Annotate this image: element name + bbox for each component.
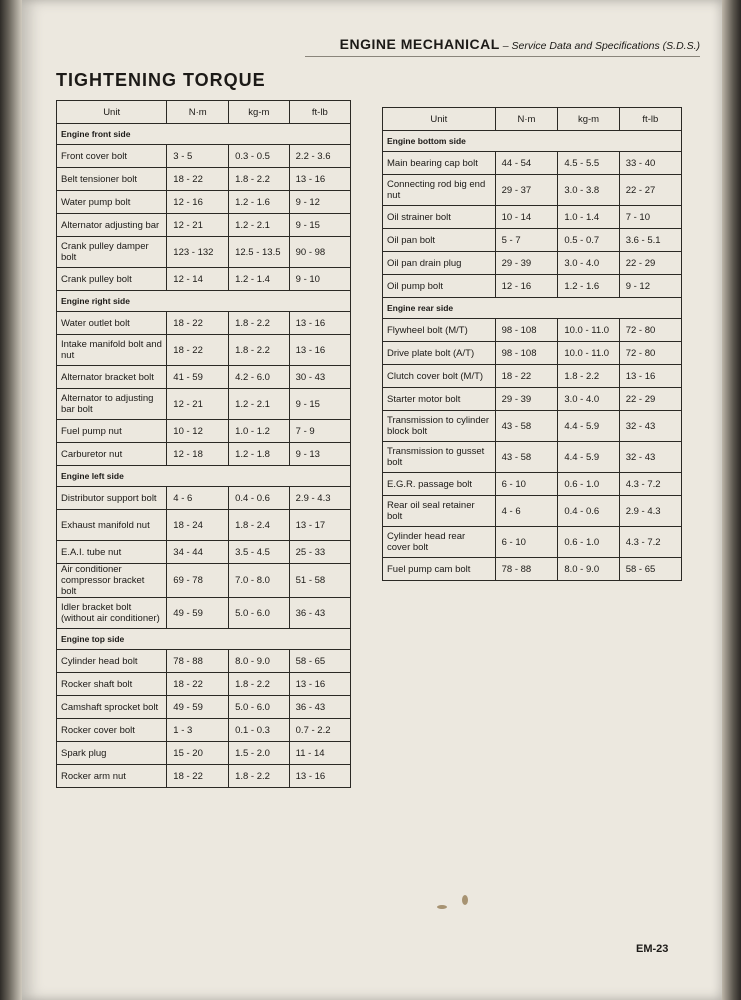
group-row — [57, 466, 351, 487]
group-row — [383, 131, 682, 152]
group-label: Engine rear side — [383, 298, 682, 319]
cell-nm: 10 - 14 — [495, 206, 558, 229]
cell-ftlb: 9 - 13 — [289, 443, 350, 466]
cell-nm: 4 - 6 — [495, 496, 558, 527]
cell-kgm: 1.0 - 1.2 — [229, 420, 290, 443]
cell-ftlb: 32 - 43 — [619, 442, 681, 473]
cell-ftlb: 9 - 12 — [619, 275, 681, 298]
cell-ftlb: 22 - 29 — [619, 388, 681, 411]
column-header-kgm: kg-m — [229, 101, 290, 124]
cell-unit: Distributor support bolt — [57, 487, 167, 510]
cell-nm: 12 - 18 — [167, 443, 229, 466]
page-header — [290, 36, 700, 54]
table-row — [57, 650, 351, 673]
cell-unit: Spark plug — [57, 742, 167, 765]
cell-nm: 5 - 7 — [495, 229, 558, 252]
cell-kgm: 8.0 - 9.0 — [558, 558, 619, 581]
cell-ftlb: 11 - 14 — [289, 742, 350, 765]
cell-nm: 1 - 3 — [167, 719, 229, 742]
cell-unit: Cylinder head rear cover bolt — [383, 527, 496, 558]
cell-nm: 98 - 108 — [495, 342, 558, 365]
header-subtitle: – Service Data and Specifications (S.D.S.) — [499, 40, 700, 52]
cell-unit: E.A.I. tube nut — [57, 541, 167, 564]
group-row — [383, 298, 682, 319]
table-row — [57, 312, 351, 335]
table-row — [383, 342, 682, 365]
table-row — [57, 420, 351, 443]
cell-nm: 12 - 21 — [167, 214, 229, 237]
cell-ftlb: 13 - 16 — [289, 168, 350, 191]
table-row — [383, 388, 682, 411]
cell-unit: Transmission to cylinder block bolt — [383, 411, 496, 442]
table-row — [57, 564, 351, 598]
cell-kgm: 10.0 - 11.0 — [558, 342, 619, 365]
cell-kgm: 3.5 - 4.5 — [229, 541, 290, 564]
cell-kgm: 4.4 - 5.9 — [558, 411, 619, 442]
table-row — [57, 443, 351, 466]
cell-unit: Oil pump bolt — [383, 275, 496, 298]
cell-nm: 49 - 59 — [167, 598, 229, 629]
group-row — [57, 291, 351, 312]
cell-kgm: 0.4 - 0.6 — [558, 496, 619, 527]
cell-ftlb: 13 - 17 — [289, 510, 350, 541]
group-label: Engine bottom side — [383, 131, 682, 152]
table-row — [57, 598, 351, 629]
cell-unit: Intake manifold bolt and nut — [57, 335, 167, 366]
cell-unit: Starter motor bolt — [383, 388, 496, 411]
table-row — [383, 252, 682, 275]
cell-ftlb: 22 - 29 — [619, 252, 681, 275]
cell-kgm: 1.8 - 2.2 — [558, 365, 619, 388]
cell-nm: 12 - 14 — [167, 268, 229, 291]
torque-table-right — [382, 107, 682, 581]
cell-nm: 12 - 16 — [495, 275, 558, 298]
table-row — [383, 558, 682, 581]
table-row — [57, 510, 351, 541]
cell-kgm: 1.2 - 1.4 — [229, 268, 290, 291]
cell-kgm: 0.6 - 1.0 — [558, 527, 619, 558]
cell-unit: Water pump bolt — [57, 191, 167, 214]
column-header-kgm: kg-m — [558, 108, 619, 131]
table-row — [383, 496, 682, 527]
cell-ftlb: 3.6 - 5.1 — [619, 229, 681, 252]
table-row — [57, 268, 351, 291]
cell-ftlb: 13 - 16 — [289, 312, 350, 335]
cell-unit: Exhaust manifold nut — [57, 510, 167, 541]
cell-unit: Rocker arm nut — [57, 765, 167, 788]
stain-mark — [437, 905, 447, 909]
cell-nm: 18 - 22 — [167, 312, 229, 335]
cell-ftlb: 9 - 15 — [289, 214, 350, 237]
cell-kgm: 1.2 - 1.6 — [558, 275, 619, 298]
table-row — [57, 168, 351, 191]
group-label: Engine front side — [57, 124, 351, 145]
cell-nm: 34 - 44 — [167, 541, 229, 564]
cell-nm: 4 - 6 — [167, 487, 229, 510]
header-title: ENGINE MECHANICAL — [339, 36, 500, 52]
cell-kgm: 0.6 - 1.0 — [558, 473, 619, 496]
group-label: Engine top side — [57, 629, 351, 650]
cell-kgm: 5.0 - 6.0 — [229, 696, 290, 719]
cell-kgm: 1.2 - 2.1 — [229, 214, 290, 237]
cell-ftlb: 25 - 33 — [289, 541, 350, 564]
cell-nm: 15 - 20 — [167, 742, 229, 765]
cell-kgm: 0.3 - 0.5 — [229, 145, 290, 168]
cell-unit: Main bearing cap bolt — [383, 152, 496, 175]
cell-nm: 18 - 22 — [167, 673, 229, 696]
cell-ftlb: 36 - 43 — [289, 696, 350, 719]
cell-kgm: 5.0 - 6.0 — [229, 598, 290, 629]
cell-kgm: 8.0 - 9.0 — [229, 650, 290, 673]
cell-kgm: 1.5 - 2.0 — [229, 742, 290, 765]
cell-unit: Oil pan drain plug — [383, 252, 496, 275]
stain-mark — [462, 895, 468, 905]
cell-ftlb: 2.9 - 4.3 — [289, 487, 350, 510]
table-row — [57, 389, 351, 420]
table-row — [57, 145, 351, 168]
cell-kgm: 0.4 - 0.6 — [229, 487, 290, 510]
cell-ftlb: 9 - 12 — [289, 191, 350, 214]
cell-nm: 69 - 78 — [167, 564, 229, 598]
cell-unit: Water outlet bolt — [57, 312, 167, 335]
cell-nm: 29 - 37 — [495, 175, 558, 206]
cell-ftlb: 72 - 80 — [619, 319, 681, 342]
cell-ftlb: 4.3 - 7.2 — [619, 527, 681, 558]
cell-ftlb: 33 - 40 — [619, 152, 681, 175]
cell-nm: 3 - 5 — [167, 145, 229, 168]
cell-ftlb: 58 - 65 — [289, 650, 350, 673]
cell-kgm: 1.8 - 2.2 — [229, 335, 290, 366]
cell-ftlb: 51 - 58 — [289, 564, 350, 598]
table-row — [57, 541, 351, 564]
table-row — [383, 275, 682, 298]
cell-nm: 18 - 22 — [167, 765, 229, 788]
table-row — [57, 366, 351, 389]
cell-nm: 6 - 10 — [495, 527, 558, 558]
cell-nm: 12 - 21 — [167, 389, 229, 420]
column-header-unit: Unit — [57, 101, 167, 124]
cell-ftlb: 30 - 43 — [289, 366, 350, 389]
table-row — [383, 175, 682, 206]
cell-nm: 12 - 16 — [167, 191, 229, 214]
cell-unit: Idler bracket bolt (without air conditioner) — [57, 598, 167, 629]
cell-ftlb: 13 - 16 — [289, 765, 350, 788]
cell-kgm: 1.8 - 2.4 — [229, 510, 290, 541]
table-row — [57, 765, 351, 788]
cell-nm: 18 - 22 — [167, 168, 229, 191]
cell-nm: 18 - 24 — [167, 510, 229, 541]
cell-unit: Alternator adjusting bar — [57, 214, 167, 237]
section-title: TIGHTENING TORQUE — [56, 70, 266, 90]
cell-unit: Flywheel bolt (M/T) — [383, 319, 496, 342]
cell-kgm: 4.2 - 6.0 — [229, 366, 290, 389]
table-row — [383, 365, 682, 388]
cell-ftlb: 2.2 - 3.6 — [289, 145, 350, 168]
cell-kgm: 1.2 - 1.6 — [229, 191, 290, 214]
table-row — [383, 411, 682, 442]
cell-kgm: 7.0 - 8.0 — [229, 564, 290, 598]
cell-nm: 6 - 10 — [495, 473, 558, 496]
table-row — [383, 442, 682, 473]
cell-nm: 41 - 59 — [167, 366, 229, 389]
table-row — [383, 473, 682, 496]
cell-nm: 98 - 108 — [495, 319, 558, 342]
group-row — [57, 124, 351, 145]
table-body — [383, 131, 682, 581]
cell-unit: Fuel pump nut — [57, 420, 167, 443]
cell-unit: Drive plate bolt (A/T) — [383, 342, 496, 365]
table-row — [57, 487, 351, 510]
torque-table-left — [56, 100, 351, 788]
adjacent-page-edge-right — [722, 0, 741, 1000]
table-row — [383, 527, 682, 558]
table-header-row — [57, 101, 351, 124]
group-label: Engine left side — [57, 466, 351, 487]
table-row — [57, 673, 351, 696]
cell-kgm: 1.2 - 2.1 — [229, 389, 290, 420]
cell-ftlb: 13 - 16 — [619, 365, 681, 388]
cell-ftlb: 7 - 10 — [619, 206, 681, 229]
adjacent-page-edge-left — [0, 0, 22, 1000]
cell-ftlb: 13 - 16 — [289, 335, 350, 366]
column-header-nm: N·m — [167, 101, 229, 124]
cell-ftlb: 36 - 43 — [289, 598, 350, 629]
cell-kgm: 3.0 - 4.0 — [558, 388, 619, 411]
group-label: Engine right side — [57, 291, 351, 312]
cell-unit: Oil pan bolt — [383, 229, 496, 252]
cell-ftlb: 2.9 - 4.3 — [619, 496, 681, 527]
cell-nm: 18 - 22 — [167, 335, 229, 366]
column-header-unit: Unit — [383, 108, 496, 131]
column-header-nm: N·m — [495, 108, 558, 131]
cell-kgm: 3.0 - 3.8 — [558, 175, 619, 206]
cell-nm: 43 - 58 — [495, 411, 558, 442]
column-header-ftlb: ft-lb — [619, 108, 681, 131]
cell-ftlb: 22 - 27 — [619, 175, 681, 206]
cell-ftlb: 7 - 9 — [289, 420, 350, 443]
cell-nm: 78 - 88 — [167, 650, 229, 673]
table-row — [57, 214, 351, 237]
cell-nm: 123 - 132 — [167, 237, 229, 268]
table-row — [383, 229, 682, 252]
cell-unit: Rocker shaft bolt — [57, 673, 167, 696]
cell-unit: Transmission to gusset bolt — [383, 442, 496, 473]
cell-unit: Belt tensioner bolt — [57, 168, 167, 191]
cell-unit: Connecting rod big end nut — [383, 175, 496, 206]
cell-kgm: 3.0 - 4.0 — [558, 252, 619, 275]
table-row — [57, 335, 351, 366]
cell-unit: Crank pulley bolt — [57, 268, 167, 291]
cell-unit: Crank pulley damper bolt — [57, 237, 167, 268]
cell-unit: Alternator bracket bolt — [57, 366, 167, 389]
cell-kgm: 4.4 - 5.9 — [558, 442, 619, 473]
table-body — [57, 124, 351, 788]
table-row — [57, 742, 351, 765]
cell-nm: 29 - 39 — [495, 252, 558, 275]
cell-kgm: 1.8 - 2.2 — [229, 168, 290, 191]
cell-unit: E.G.R. passage bolt — [383, 473, 496, 496]
cell-unit: Fuel pump cam bolt — [383, 558, 496, 581]
table-header-row — [383, 108, 682, 131]
cell-kgm: 1.8 - 2.2 — [229, 312, 290, 335]
cell-kgm: 1.0 - 1.4 — [558, 206, 619, 229]
cell-unit: Rocker cover bolt — [57, 719, 167, 742]
column-header-ftlb: ft-lb — [289, 101, 350, 124]
cell-nm: 18 - 22 — [495, 365, 558, 388]
cell-ftlb: 0.7 - 2.2 — [289, 719, 350, 742]
cell-kgm: 1.8 - 2.2 — [229, 673, 290, 696]
table-row — [383, 152, 682, 175]
cell-kgm: 0.5 - 0.7 — [558, 229, 619, 252]
cell-ftlb: 9 - 15 — [289, 389, 350, 420]
page-number: EM-23 — [636, 943, 669, 955]
cell-ftlb: 4.3 - 7.2 — [619, 473, 681, 496]
cell-unit: Clutch cover bolt (M/T) — [383, 365, 496, 388]
cell-kgm: 10.0 - 11.0 — [558, 319, 619, 342]
cell-nm: 78 - 88 — [495, 558, 558, 581]
cell-kgm: 4.5 - 5.5 — [558, 152, 619, 175]
cell-nm: 43 - 58 — [495, 442, 558, 473]
cell-unit: Rear oil seal retainer bolt — [383, 496, 496, 527]
cell-kgm: 12.5 - 13.5 — [229, 237, 290, 268]
table-row — [383, 206, 682, 229]
cell-nm: 49 - 59 — [167, 696, 229, 719]
cell-unit: Alternator to adjusting bar bolt — [57, 389, 167, 420]
cell-unit: Front cover bolt — [57, 145, 167, 168]
cell-nm: 29 - 39 — [495, 388, 558, 411]
cell-unit: Oil strainer bolt — [383, 206, 496, 229]
cell-ftlb: 32 - 43 — [619, 411, 681, 442]
group-row — [57, 629, 351, 650]
cell-ftlb: 72 - 80 — [619, 342, 681, 365]
table-row — [57, 191, 351, 214]
table-row — [57, 696, 351, 719]
header-rule — [305, 56, 700, 57]
cell-nm: 10 - 12 — [167, 420, 229, 443]
cell-kgm: 1.8 - 2.2 — [229, 765, 290, 788]
cell-ftlb: 58 - 65 — [619, 558, 681, 581]
cell-kgm: 1.2 - 1.8 — [229, 443, 290, 466]
cell-unit: Carburetor nut — [57, 443, 167, 466]
cell-unit: Air conditioner compressor bracket bolt — [57, 564, 167, 598]
cell-ftlb: 9 - 10 — [289, 268, 350, 291]
cell-unit: Camshaft sprocket bolt — [57, 696, 167, 719]
cell-ftlb: 90 - 98 — [289, 237, 350, 268]
cell-nm: 44 - 54 — [495, 152, 558, 175]
cell-kgm: 0.1 - 0.3 — [229, 719, 290, 742]
table-row — [57, 719, 351, 742]
table-row — [383, 319, 682, 342]
cell-ftlb: 13 - 16 — [289, 673, 350, 696]
cell-unit: Cylinder head bolt — [57, 650, 167, 673]
table-row — [57, 237, 351, 268]
